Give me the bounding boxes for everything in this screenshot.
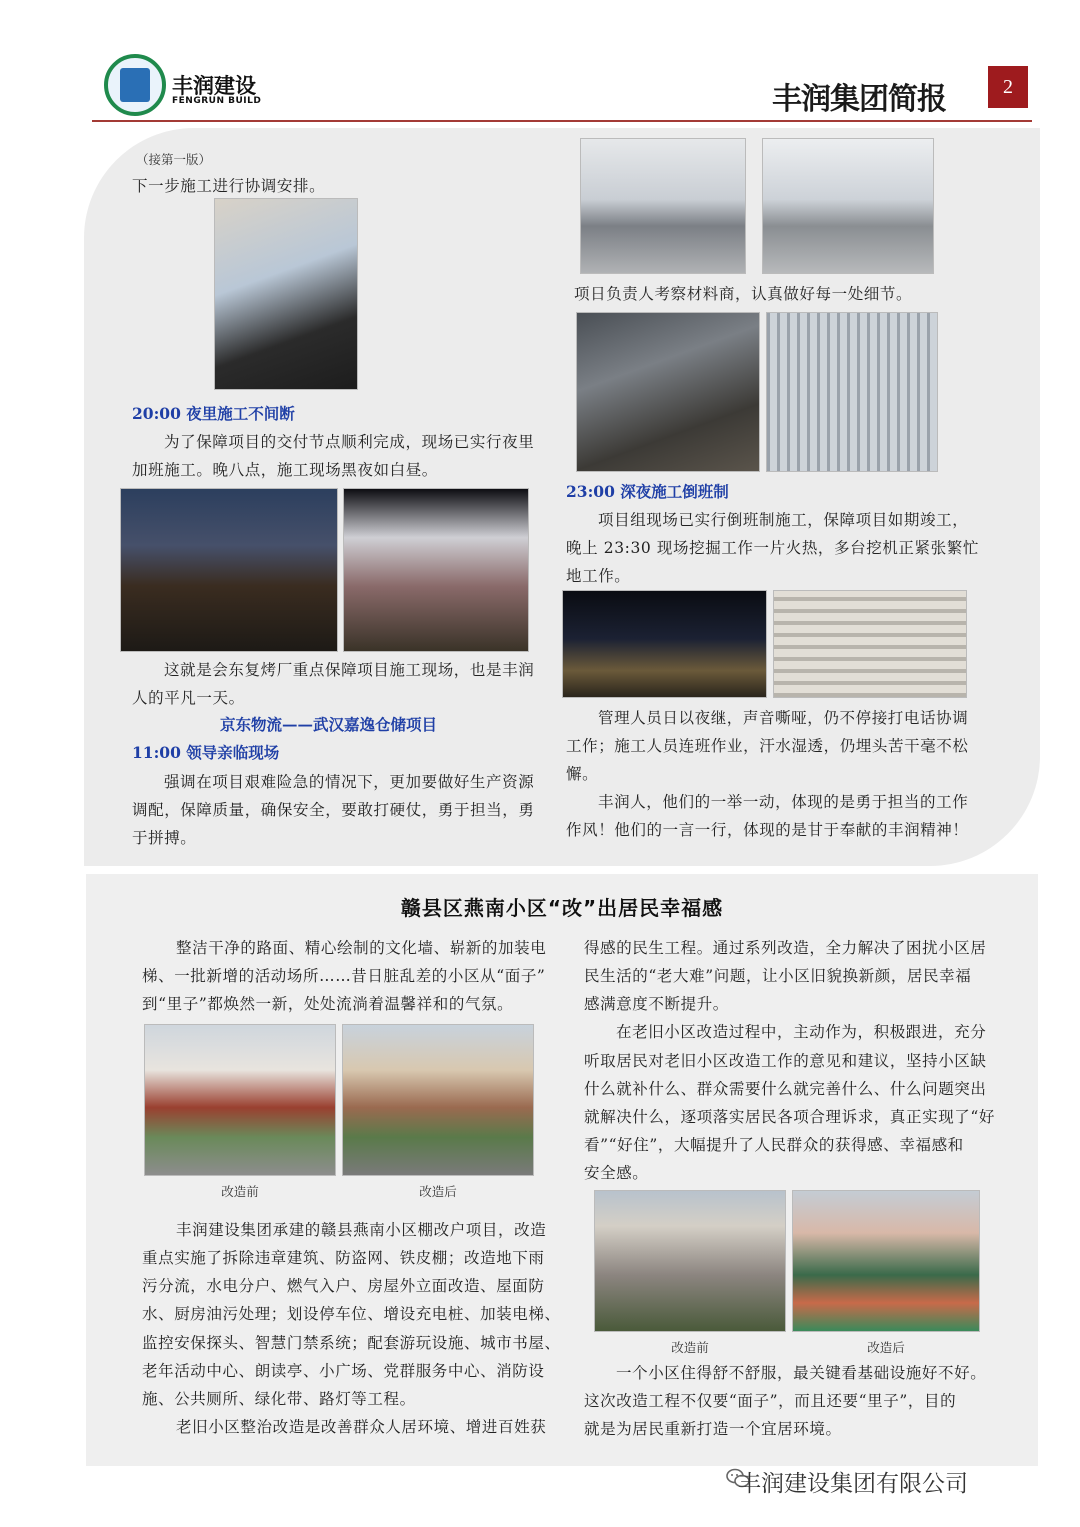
photo-steel-factory — [576, 312, 760, 472]
paragraph: 什么就补什么、群众需要什么就完善什么、什么问题突出 — [584, 1080, 987, 1098]
logo-text-en: FENGRUN BUILD — [172, 96, 262, 106]
paragraph: 就解决什么，逐项落实居民各项合理诉求，真正实现了“好 — [584, 1108, 996, 1126]
paragraph: 施、公共厕所、绿化带、路灯等工程。 — [142, 1390, 416, 1408]
paragraph: 调配，保障质量，确保安全，要敢打硬仗，勇于担当，勇 — [132, 801, 535, 819]
logo-building-icon — [120, 68, 150, 102]
paragraph: 整洁干净的路面、精心绘制的文化墙、崭新的加装电 — [176, 939, 547, 957]
paragraph: 得感的民生工程。通过系列改造，全力解决了困扰小区居 — [584, 939, 987, 957]
photo-scaffolding — [766, 312, 938, 472]
photo-aerial-site — [773, 590, 967, 698]
project-title: 京东物流——武汉嘉逸仓储项目 — [220, 715, 438, 734]
photo-caption: 项日负责人考察材料商，认真做好每一处细节。 — [574, 285, 913, 303]
paragraph: 加班施工。晚八点，施工现场黑夜如白昼。 — [132, 461, 438, 479]
photo-warehouse-1 — [580, 138, 746, 274]
paragraph: 懈。 — [566, 765, 599, 783]
paragraph: 民生活的“老大难”问题，让小区旧貌换新颜，居民幸福 — [584, 967, 972, 985]
newsletter-title: 丰润集团简报 — [772, 82, 946, 117]
paragraph: 丰润建设集团承建的赣县燕南小区棚改户项目，改造 — [176, 1221, 547, 1239]
continue-note: （接第一版） — [136, 152, 212, 167]
paragraph: 感满意度不断提升。 — [584, 995, 729, 1013]
paragraph: 地工作。 — [566, 567, 631, 585]
photo-before-1 — [144, 1024, 336, 1176]
photo-before-2 — [594, 1190, 786, 1332]
paragraph: 人的平凡一天。 — [132, 689, 245, 707]
paragraph: 污分流，水电分户、燃气入户、房屋外立面改造、屋面防 — [142, 1277, 545, 1295]
paragraph: 工作；施工人员连班作业，汗水湿透，仍埋头苦干毫不松 — [566, 737, 969, 755]
caption-after: 改造后 — [419, 1184, 457, 1199]
caption-after: 改造后 — [867, 1340, 905, 1355]
paragraph: 这次改造工程不仅要“面子”，而且还要“里子”，目的 — [584, 1392, 957, 1410]
logo-text-cn: 丰润建设 — [172, 74, 256, 98]
paragraph: 晚上 23:30 现场挖掘工作一片火热，多台挖机正紧张繁忙 — [566, 539, 979, 557]
paragraph: 重点实施了拆除违章建筑、防盗网、铁皮棚；改造地下雨 — [142, 1249, 545, 1267]
page-number: 2 — [988, 66, 1028, 108]
paragraph: 这就是会东复烤厂重点保障项目施工现场，也是丰润 — [164, 661, 535, 679]
paragraph: 管理人员日以夜继，声音嘶哑，仍不停接打电话协调 — [598, 709, 969, 727]
paragraph: 项目组现场已实行倒班制施工，保障项目如期竣工， — [598, 511, 969, 529]
header-divider — [92, 120, 1032, 122]
paragraph: 一个小区住得舒不舒服，最关键看基础设施好不好。 — [616, 1364, 987, 1382]
section-1100-heading: 11:00 领导亲临现场 — [132, 743, 280, 762]
paragraph: 梯、一批新增的活动场所……昔日脏乱差的小区从“面子” — [142, 967, 546, 985]
paragraph: 看”“好住”，大幅提升了人民群众的获得感、幸福感和 — [584, 1136, 964, 1154]
paragraph: 安全感。 — [584, 1164, 649, 1182]
paragraph: 老年活动中心、朗读亭、小广场、党群服务中心、消防设 — [142, 1362, 545, 1380]
paragraph: 丰润人，他们的一举一动，体现的是勇于担当的工作 — [598, 793, 969, 811]
paragraph: 作风！他们的一言一行，体现的是甘于奉献的丰润精神！ — [566, 821, 969, 839]
paragraph: 于拼搏。 — [132, 829, 197, 847]
photo-night-excavator — [562, 590, 767, 698]
caption-before: 改造前 — [671, 1340, 709, 1355]
photo-after-2 — [792, 1190, 980, 1332]
section-2000-heading: 20:00 夜里施工不间断 — [132, 404, 295, 423]
paragraph: 监控安保探头、智慧门禁系统；配套游玩设施、城市书屋、 — [142, 1334, 561, 1352]
paragraph: 听取居民对老旧小区改造工作的意见和建议，坚持小区缺 — [584, 1052, 987, 1070]
photo-night-site-1 — [120, 488, 338, 652]
caption-before: 改造前 — [221, 1184, 259, 1199]
paragraph: 就是为居民重新打造一个宜居环境。 — [584, 1420, 842, 1438]
paragraph: 强调在项目艰难险急的情况下，更加要做好生产资源 — [164, 773, 535, 791]
section-2300-heading: 23:00 深夜施工倒班制 — [566, 482, 729, 501]
photo-warehouse-2 — [762, 138, 934, 274]
paragraph: 为了保障项目的交付节点顺利完成，现场已实行夜里 — [164, 433, 535, 451]
paragraph: 到“里子”都焕然一新，处处流淌着温馨祥和的气氛。 — [142, 995, 514, 1013]
footer-brand: 丰润建设集团有限公司 — [738, 1471, 968, 1497]
photo-night-truck — [343, 488, 529, 652]
article-title: 赣县区燕南小区“改”出居民幸福感 — [400, 896, 724, 920]
paragraph: 老旧小区整治改造是改善群众人居环境、增进百姓获 — [176, 1418, 547, 1436]
intro-text: 下一步施工进行协调安排。 — [132, 177, 326, 195]
paragraph: 水、厨房油污处理；划设停车位、增设充电桩、加装电梯、 — [142, 1305, 561, 1323]
paragraph: 在老旧小区改造过程中，主动作为，积极跟进，充分 — [616, 1023, 987, 1041]
photo-worker-board — [214, 198, 358, 390]
photo-after-1 — [342, 1024, 534, 1176]
